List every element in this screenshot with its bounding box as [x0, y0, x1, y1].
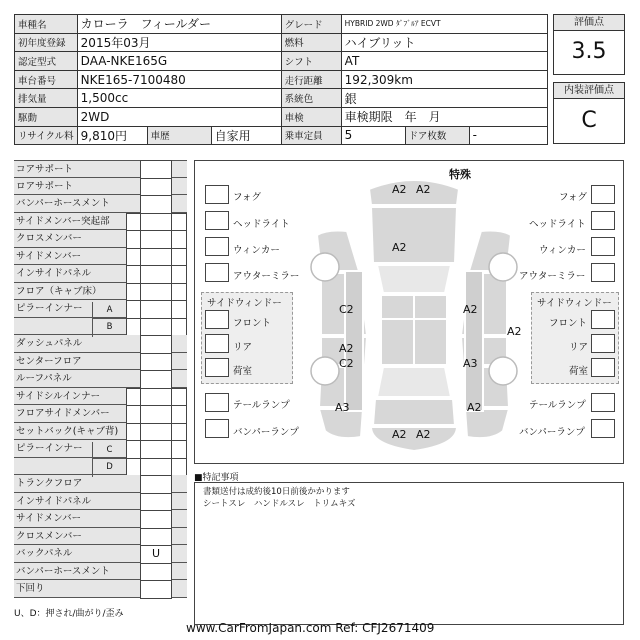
shift-label: シフト — [281, 52, 341, 71]
frame-item-label: サイドメンバー — [16, 250, 82, 262]
frame-item-label: コアサポート — [16, 164, 74, 175]
mark-left-front-door: C2 — [339, 303, 354, 316]
frame-item-right-checkbox[interactable] — [171, 458, 187, 477]
notes-title: ■特記事項 — [194, 473, 239, 483]
diagram-title: 特殊 — [449, 168, 471, 181]
mark-right-front-door: A2 — [463, 303, 478, 316]
frame-item-checkbox[interactable] — [140, 510, 172, 529]
right-winker-label: ウィンカー — [539, 245, 586, 256]
capacity-label: 乗車定員 — [281, 126, 341, 145]
shift: AT — [341, 52, 547, 71]
frame-item-label: サイドシルインナー — [16, 390, 101, 402]
car-body-diagram — [307, 175, 521, 463]
frame-item-label: バックパネル — [16, 548, 73, 559]
right-bumper-lamp-label: バンパーランプ — [519, 427, 585, 438]
frame-item-right-checkbox[interactable] — [171, 440, 187, 459]
right-outer-mirror-checkbox[interactable] — [591, 263, 615, 282]
right-headlight-checkbox[interactable] — [591, 211, 615, 230]
vehicle-info-table — [14, 14, 548, 145]
frame-item-label: ルーフパネル — [16, 373, 72, 384]
left-headlight-checkbox[interactable] — [205, 211, 229, 230]
left-bumper-lamp-checkbox[interactable] — [205, 419, 229, 438]
model-label: 認定型式 — [15, 52, 78, 71]
left-side-window-label: サイドウィンドー — [207, 298, 282, 309]
frame-item-left-checkbox[interactable] — [126, 318, 141, 337]
frame-item-label: フロア（キャブ床） — [16, 285, 102, 297]
model: DAA-NKE165G — [77, 52, 281, 71]
frame-item-checkbox[interactable] — [140, 493, 172, 512]
frame-item-right-checkbox[interactable] — [171, 248, 187, 267]
mark-rear-bumper-left: A2 — [392, 428, 407, 441]
drive: 2WD — [77, 107, 281, 126]
frame-item-right-checkbox[interactable] — [171, 318, 187, 337]
frame-item-checkbox[interactable] — [140, 318, 172, 337]
frame-item-checkbox[interactable] — [140, 353, 172, 372]
left-rear-window-label: リア — [233, 342, 253, 353]
color-label: 系統色 — [281, 89, 341, 108]
frame-item-checkbox[interactable] — [140, 213, 172, 232]
frame-item-left-checkbox[interactable] — [126, 283, 141, 302]
frame-item-checkbox[interactable] — [140, 370, 172, 389]
score-label: 評価点 — [554, 15, 624, 31]
right-fog-checkbox[interactable] — [591, 185, 615, 204]
frame-item-left-checkbox[interactable] — [126, 248, 141, 267]
right-tail-lamp-checkbox[interactable] — [591, 393, 615, 412]
right-side-window-label: サイドウィンドー — [537, 298, 612, 309]
displacement: 1,500cc — [77, 89, 281, 108]
car-name-label: 車種名 — [15, 15, 78, 34]
history: 自家用 — [211, 126, 281, 145]
interior-score-label: 内装評価点 — [554, 83, 624, 99]
damage-diagram — [194, 160, 624, 464]
right-rear-window-label: リア — [569, 342, 589, 353]
left-tail-lamp-checkbox[interactable] — [205, 393, 229, 412]
frame-item-checkbox[interactable] — [140, 230, 172, 249]
first-reg: 2015年03月 — [77, 33, 281, 52]
pillar-c-label: C — [93, 442, 126, 459]
pillar-d-label: D — [106, 462, 113, 472]
mark-right-rear-fender: A2 — [467, 401, 482, 414]
mark-hood: A2 — [392, 241, 407, 254]
interior-score-value: C — [581, 108, 597, 133]
frame-item-label: バンパーホースメント — [16, 565, 110, 577]
frame-item-checkbox[interactable] — [140, 178, 172, 197]
frame-item-checkbox[interactable] — [140, 405, 172, 424]
history-label: 車歴 — [147, 126, 211, 145]
score-box — [553, 14, 625, 75]
frame-item-label: トランクフロア — [16, 478, 83, 489]
frame-item-checkbox[interactable] — [140, 440, 172, 459]
left-rear-window-checkbox[interactable] — [205, 334, 229, 353]
score-value: 3.5 — [571, 39, 607, 64]
right-tail-lamp-label: テールランプ — [529, 400, 586, 411]
frame-item-right-checkbox[interactable] — [171, 423, 187, 442]
frame-item-checkbox[interactable] — [140, 580, 172, 599]
frame-item-label: ピラーインナー — [16, 443, 83, 454]
legend-text: U、D：押され/曲がり/歪み — [14, 609, 124, 619]
mark-front-bumper-right: A2 — [416, 183, 431, 196]
frame-item-label: クロスメンバー — [16, 530, 82, 542]
right-cargo-window-checkbox[interactable] — [591, 358, 615, 377]
frame-item-right-checkbox[interactable] — [171, 213, 187, 232]
doors: - — [469, 126, 547, 145]
recycle-label: リサイクル料 — [15, 126, 78, 145]
displacement-label: 排気量 — [15, 89, 78, 108]
drive-label: 駆動 — [15, 107, 78, 126]
frame-item-label: センターフロア — [16, 355, 82, 367]
frame-item-checkbox[interactable] — [140, 160, 172, 179]
frame-item-left-checkbox[interactable] — [126, 388, 141, 407]
frame-item-label: ロアサポート — [16, 180, 74, 192]
frame-item-right-checkbox[interactable] — [171, 230, 187, 249]
frame-item-checkbox[interactable] — [140, 388, 172, 407]
doors-label: ドア枚数 — [405, 126, 469, 145]
frame-item-checkbox[interactable] — [140, 563, 172, 582]
right-bumper-lamp-checkbox[interactable] — [591, 419, 615, 438]
right-fog-label: フォグ — [559, 192, 588, 203]
mark-left-rear-fender: A3 — [335, 401, 350, 414]
frame-item-checkbox[interactable] — [140, 528, 172, 547]
frame-item-checkbox[interactable]: U — [140, 545, 172, 564]
frame-item-label: セットバック(キャブ背) — [16, 425, 119, 437]
right-headlight-label: ヘッドライト — [529, 219, 586, 230]
recycle: 9,810円 — [77, 126, 147, 145]
inspection-label: 車検 — [281, 107, 341, 126]
mark-left-rear-door-2: C2 — [339, 357, 354, 370]
pillar-cd — [92, 442, 126, 477]
frame-item-label: インサイドパネル — [16, 268, 92, 279]
frame-item-checkbox[interactable] — [140, 335, 172, 354]
first-reg-label: 初年度登録 — [15, 33, 78, 52]
interior-score-box — [553, 82, 625, 144]
right-winker-checkbox[interactable] — [591, 237, 615, 256]
frame-item-label: クロスメンバー — [16, 233, 82, 244]
mark-front-bumper-left: A2 — [392, 183, 407, 196]
frame-item-checkbox[interactable] — [140, 283, 172, 302]
footer-watermark: www.CarFromJapan.com Ref: CFJ2671409 — [186, 621, 435, 635]
mileage-label: 走行距離 — [281, 70, 341, 89]
frame-item-checkbox[interactable] — [140, 265, 172, 284]
left-bumper-lamp-label: バンパーランプ — [233, 427, 299, 438]
left-front-window-label: フロント — [233, 318, 272, 329]
frame-item-left-checkbox[interactable] — [126, 300, 141, 319]
left-outer-mirror-checkbox[interactable] — [205, 263, 229, 282]
notes-line-2: シートスレ ハンドルスレ トリムキズ — [203, 499, 356, 509]
frame-item-label: ピラーインナー — [16, 303, 83, 314]
left-fog-label: フォグ — [233, 192, 262, 203]
frame-item-left-checkbox[interactable] — [126, 458, 141, 477]
left-fog-checkbox[interactable] — [205, 185, 229, 204]
right-rear-window-checkbox[interactable] — [591, 334, 615, 353]
notes-line-1: 書類送付は成約後10日前後かかります — [203, 487, 350, 497]
left-winker-checkbox[interactable] — [205, 237, 229, 256]
notes-box — [194, 482, 624, 625]
pillar-ab — [92, 302, 126, 337]
grade-label: グレード — [281, 15, 341, 34]
left-outer-mirror-label: アウターミラー — [233, 271, 300, 282]
chassis-label: 車台番号 — [15, 70, 78, 89]
frame-item-left-checkbox[interactable] — [126, 230, 141, 249]
right-front-window-checkbox[interactable] — [591, 310, 615, 329]
frame-item-label: フロアサイドメンバー — [16, 408, 110, 419]
mark-rear-bumper-right: A2 — [416, 428, 431, 441]
left-cargo-window-label: 荷室 — [233, 366, 253, 377]
frame-item-right-checkbox[interactable] — [171, 405, 187, 424]
left-cargo-window-checkbox[interactable] — [205, 358, 229, 377]
frame-item-checkbox[interactable] — [140, 300, 172, 319]
inspection: 車検期限 年 月 — [341, 107, 547, 126]
fuel: ハイブリット — [341, 33, 547, 52]
right-front-window-label: フロント — [549, 318, 588, 329]
frame-item-checkbox[interactable] — [140, 458, 172, 477]
mark-right-rear-door: A3 — [463, 357, 478, 370]
pillar-a-label: A — [93, 302, 126, 319]
grade: HYBRID 2WD ﾀﾞﾌﾞﾙｱ ECVT — [341, 15, 547, 34]
left-front-window-checkbox[interactable] — [205, 310, 229, 329]
frame-item-label: サイドメンバー突起部 — [16, 215, 110, 227]
frame-item-checkbox[interactable] — [140, 423, 172, 442]
frame-item-left-checkbox[interactable] — [126, 405, 141, 424]
left-headlight-label: ヘッドライト — [233, 219, 290, 230]
frame-item-label: バンパーホースメント — [16, 198, 110, 209]
mark-right-side: A2 — [507, 325, 522, 338]
left-tail-lamp-label: テールランプ — [233, 400, 290, 411]
frame-item-label: インサイドパネル — [16, 495, 92, 507]
frame-item-right-checkbox[interactable] — [171, 283, 187, 302]
frame-item-right-checkbox[interactable] — [171, 265, 187, 284]
right-cargo-window-label: 荷室 — [569, 366, 589, 377]
left-winker-label: ウィンカー — [233, 245, 280, 256]
notes-section — [194, 470, 624, 625]
pillar-b-label: B — [106, 322, 113, 332]
frame-item-checkbox[interactable] — [140, 475, 172, 494]
capacity: 5 — [341, 126, 405, 145]
frame-item-left-checkbox[interactable] — [126, 423, 141, 442]
frame-item-label: 下回り — [16, 583, 45, 594]
frame-item-label: サイドメンバー — [16, 513, 82, 524]
frame-item-right-checkbox[interactable] — [171, 300, 187, 319]
color: 銀 — [341, 89, 547, 108]
frame-item-left-checkbox[interactable] — [126, 213, 141, 232]
frame-item-checkbox[interactable] — [140, 248, 172, 267]
frame-item-label: ダッシュパネル — [16, 338, 83, 349]
mileage: 192,309km — [341, 70, 547, 89]
car-name: カローラ フィールダー — [77, 15, 281, 34]
mark-left-rear-door-1: A2 — [339, 342, 354, 355]
right-outer-mirror-label: アウターミラー — [519, 271, 586, 282]
frame-item-checkbox[interactable] — [140, 195, 172, 214]
frame-item-right-checkbox[interactable] — [171, 388, 187, 407]
frame-item-left-checkbox[interactable] — [126, 440, 141, 459]
fuel-label: 燃料 — [281, 33, 341, 52]
chassis: NKE165-7100480 — [77, 70, 281, 89]
frame-item-left-checkbox[interactable] — [126, 265, 141, 284]
